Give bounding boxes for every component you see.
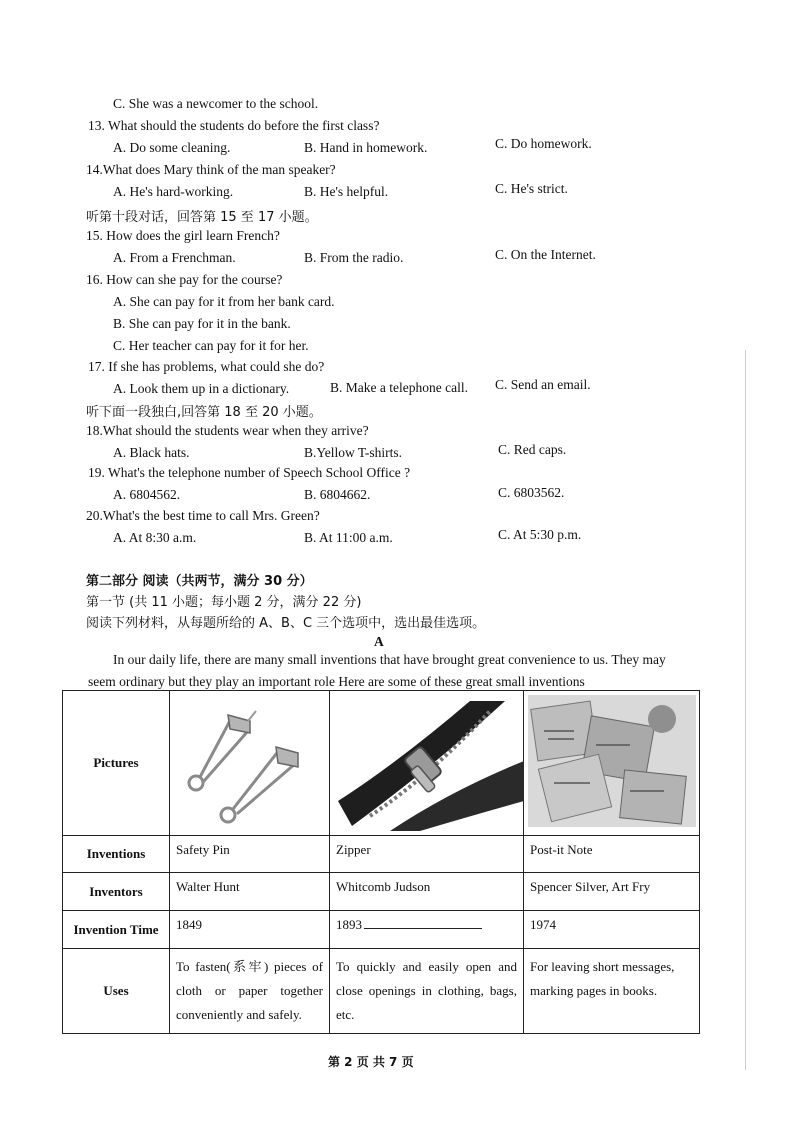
q17-option-b: B. Make a telephone call. <box>330 380 468 395</box>
page-footer: 第 2 页 共 7 页 <box>328 1055 414 1069</box>
pictures-header: Pictures <box>63 691 170 836</box>
q18-option-a: A. Black hats. <box>113 445 190 460</box>
q19-question: 19. What's the telephone number of Speech School Office ? <box>88 465 411 480</box>
scan-margin-line <box>745 350 746 1070</box>
monologue-instruction: 听下面一段独白,回答第 18 至 20 小题。 <box>86 405 322 420</box>
invention-zipper: Zipper <box>330 836 524 873</box>
passage-intro-line-2: seem ordinary but they play an important role Here are some of these great small inventions <box>88 674 585 689</box>
inventor-walter-hunt: Walter Hunt <box>170 873 330 911</box>
time-zipper: 1893 <box>336 917 362 932</box>
q19-option-b: B. 6804662. <box>304 487 371 502</box>
passage-label: A <box>374 634 384 649</box>
q18-option-c: C. Red caps. <box>498 442 567 457</box>
q16-option-b: B. She can pay for it in the bank. <box>113 316 291 331</box>
post-it-note-icon <box>524 691 700 831</box>
invention-time-header: Invention Time <box>63 911 170 949</box>
q20-option-a: A. At 8:30 a.m. <box>113 530 197 545</box>
q20-question: 20.What's the best time to call Mrs. Green? <box>86 508 320 523</box>
part-two-heading: 第二部分 阅读（共两节，满分 30 分） <box>86 574 313 589</box>
q14-option-b: B. He's helpful. <box>304 184 389 199</box>
safety-pin-picture <box>170 691 330 836</box>
q20-option-c: C. At 5:30 p.m. <box>498 527 582 542</box>
q20-option-b: B. At 11:00 a.m. <box>304 530 393 545</box>
q14-option-c: C. He's strict. <box>495 181 568 196</box>
q17-question: 17. If she has problems, what could she do? <box>88 359 325 374</box>
q18-question: 18.What should the students wear when they arrive? <box>86 423 369 438</box>
time-safety-pin: 1849 <box>170 911 330 949</box>
q14-option-a: A. He's hard-working. <box>113 184 234 199</box>
time-post-it-note: 1974 <box>524 911 700 949</box>
table-row-uses <box>63 949 700 1034</box>
section-one-heading: 第一节 (共 11 小题；每小题 2 分，满分 22 分) <box>86 595 362 610</box>
uses-header: Uses <box>63 949 170 1034</box>
q19-option-c: C. 6803562. <box>498 485 565 500</box>
inventor-silver-fry: Spencer Silver, Art Fry <box>524 873 700 911</box>
table-row-invention-time <box>63 911 700 949</box>
table-row-inventions <box>63 836 700 873</box>
inventors-header: Inventors <box>63 873 170 911</box>
inventions-header: Inventions <box>63 836 170 873</box>
safety-pin-icon <box>170 691 328 831</box>
q15-option-b: B. From the radio. <box>304 250 404 265</box>
q14-question: 14.What does Mary think of the man speaker? <box>86 162 336 177</box>
invention-safety-pin: Safety Pin <box>170 836 330 873</box>
zipper-icon <box>330 691 524 831</box>
q17-option-c: C. Send an email. <box>495 377 591 392</box>
table-row-pictures <box>63 691 700 836</box>
reading-instruction: 阅读下列材料，从每题所给的 A、B、C 三个选项中，选出最佳选项。 <box>86 616 486 631</box>
q13-option-c: C. Do homework. <box>495 136 592 151</box>
table-row-inventors <box>63 873 700 911</box>
time-zipper-cell <box>330 911 524 949</box>
zipper-picture <box>330 691 524 836</box>
invention-post-it-note: Post-it Note <box>524 836 700 873</box>
q19-option-a: A. 6804562. <box>113 487 181 502</box>
q13-question: 13. What should the students do before the first class? <box>88 118 380 133</box>
q12-option-c: C. She was a newcomer to the school. <box>113 96 319 111</box>
underline-decoration <box>364 928 482 929</box>
q17-option-a: A. Look them up in a dictionary. <box>113 381 290 396</box>
q13-option-b: B. Hand in homework. <box>304 140 428 155</box>
post-it-note-picture <box>524 691 700 836</box>
uses-post-it-note: For leaving short messages, marking pages in books. <box>524 949 700 1034</box>
passage-intro-line-1: In our daily life, there are many small inventions that have brought great convenience to us. They may <box>113 652 666 667</box>
q16-option-a: A. She can pay for it from her bank card. <box>113 294 335 309</box>
q15-option-a: A. From a Frenchman. <box>113 250 236 265</box>
q16-option-c: C. Her teacher can pay for it for her. <box>113 338 309 353</box>
uses-safety-pin: To fasten(系牢) pieces of cloth or paper together conveniently and safely. <box>170 949 330 1034</box>
inventor-whitcomb-judson: Whitcomb Judson <box>330 873 524 911</box>
q15-option-c: C. On the Internet. <box>495 247 596 262</box>
uses-zipper: To quickly and easily open and close openings in clothing, bags, etc. <box>330 949 524 1034</box>
q15-question: 15. How does the girl learn French? <box>86 228 280 243</box>
inventions-table <box>62 690 700 1034</box>
q18-option-b: B.Yellow T-shirts. <box>304 445 403 460</box>
q13-option-a: A. Do some cleaning. <box>113 140 231 155</box>
dialog-10-instruction: 听第十段对话，回答第 15 至 17 小题。 <box>86 210 318 225</box>
q16-question: 16. How can she pay for the course? <box>86 272 283 287</box>
